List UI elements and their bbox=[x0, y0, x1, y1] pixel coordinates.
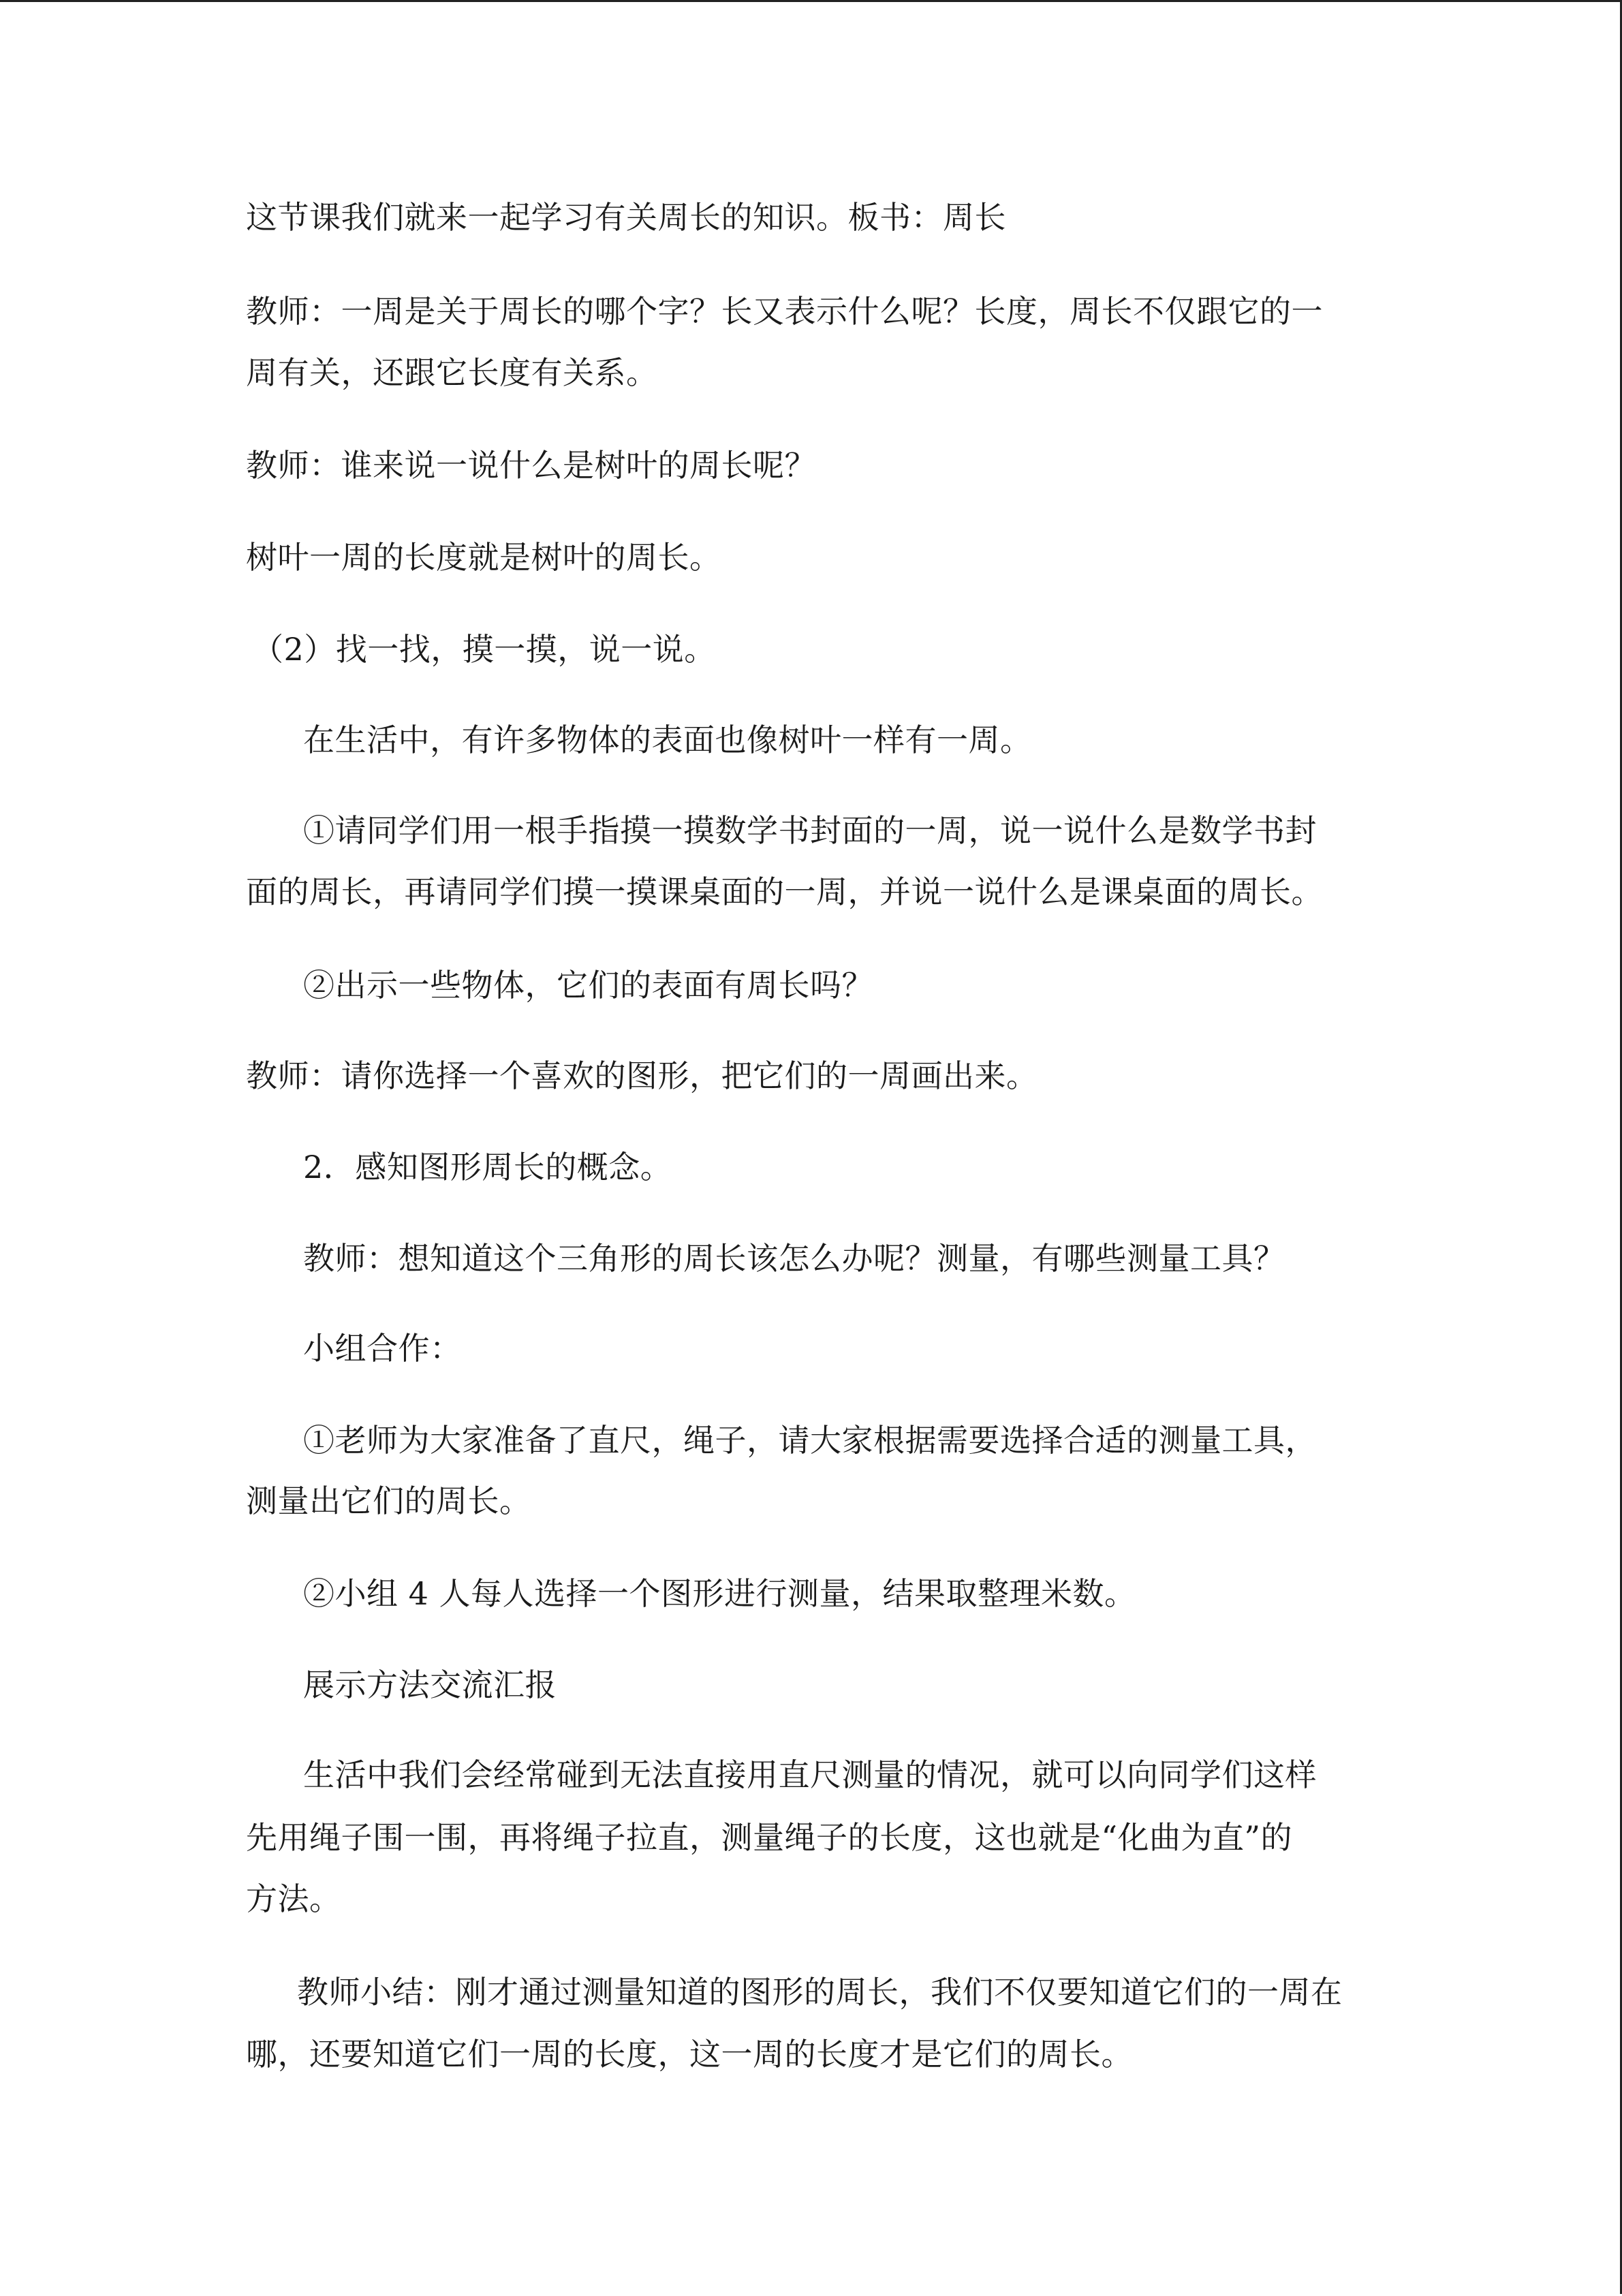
paragraph-line: 小组合作： bbox=[303, 1330, 462, 1367]
paragraph-line: 教师：想知道这个三角形的周长该怎么办呢？测量，有哪些测量工具？ bbox=[303, 1240, 1285, 1277]
paragraph-line: 在生活中，有许多物体的表面也像树叶一样有一周。 bbox=[303, 722, 1032, 758]
paragraph-line: 教师：请你选择一个喜欢的图形，把它们的一周画出来。 bbox=[246, 1057, 1038, 1094]
paragraph-line: 周有关，还跟它长度有关系。 bbox=[246, 354, 658, 391]
paragraph-line: 展示方法交流汇报 bbox=[303, 1666, 557, 1703]
section-heading: 2．感知图形周长的概念。 bbox=[303, 1149, 672, 1185]
paragraph-line: 教师：一周是关于周长的哪个字？长又表示什么呢？长度，周长不仅跟它的一 bbox=[246, 293, 1323, 330]
paragraph-line: 哪，还要知道它们一周的长度，这一周的长度才是它们的周长。 bbox=[246, 2036, 1133, 2073]
paragraph-line: 面的周长，再请同学们摸一摸课桌面的一周，并说一说什么是课桌面的周长。 bbox=[246, 873, 1323, 910]
paragraph-line: ①老师为大家准备了直尺，绳子，请大家根据需要选择合适的测量工具， bbox=[303, 1422, 1317, 1459]
section-heading: （2）找一找，摸一摸，说一说。 bbox=[252, 631, 716, 668]
paragraph-line: 教师：谁来说一说什么是树叶的周长呢？ bbox=[246, 447, 816, 484]
paragraph-line: ①请同学们用一根手指摸一摸数学书封面的一周，说一说什么是数学书封 bbox=[303, 812, 1317, 849]
paragraph-line: 教师小结：刚才通过测量知道的图形的周长，我们不仅要知道它们的一周在 bbox=[297, 1974, 1343, 2011]
paragraph-line: 生活中我们会经常碰到无法直接用直尺测量的情况，就可以向同学们这样 bbox=[303, 1756, 1317, 1793]
document-body bbox=[0, 2, 1622, 2296]
paragraph-line: 方法。 bbox=[246, 1880, 341, 1917]
paragraph-line: 先用绳子围一围，再将绳子拉直，测量绳子的长度，这也就是“化曲为直”的 bbox=[246, 1819, 1293, 1856]
paragraph-line: ②小组 4 人每人选择一个图形进行测量，结果取整理米数。 bbox=[303, 1575, 1136, 1612]
paragraph-line: 测量出它们的周长。 bbox=[246, 1483, 531, 1519]
paragraph-line: 这节课我们就来一起学习有关周长的知识。板书：周长 bbox=[246, 199, 1006, 236]
paragraph-line: 树叶一周的长度就是树叶的周长。 bbox=[246, 539, 721, 576]
paragraph-line: ②出示一些物体，它们的表面有周长吗？ bbox=[303, 967, 873, 1004]
